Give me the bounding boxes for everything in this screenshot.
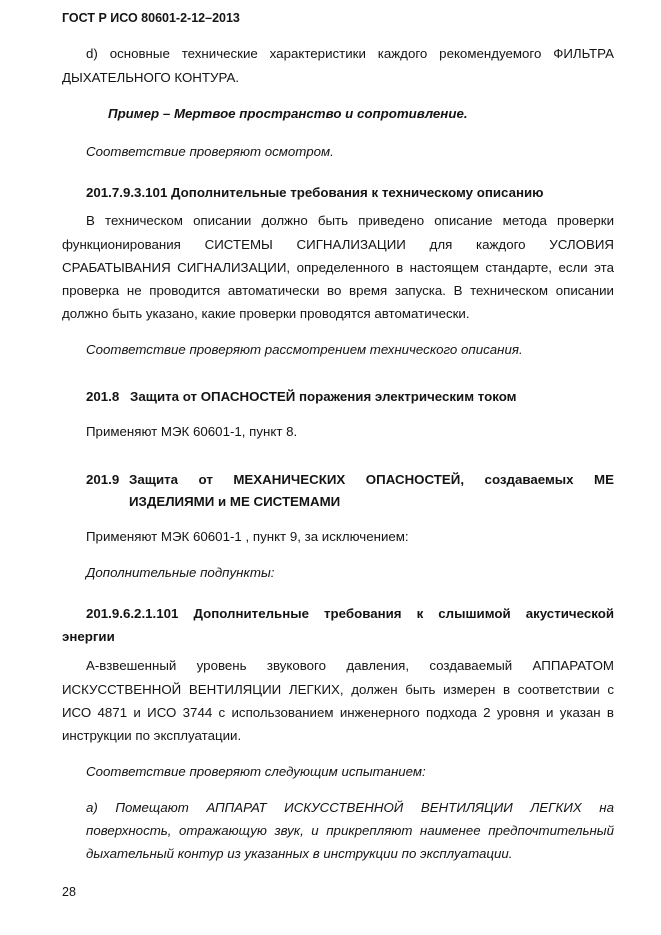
section-201-8-text: Применяют МЭК 60601-1, пункт 8. [86,424,298,439]
paragraph-line: должно быть указано, какие проверки проводятся автоматически. [62,306,470,321]
page-number: 28 [62,885,76,899]
example-note: Пример – Мертвое пространство и сопротивление. [108,106,468,121]
step-a-line-2: поверхность, отражающую звук, и прикрепляют наименее предпочтительный [86,823,614,838]
compliance-test: Соответствие проверяют следующим испытанием: [86,764,426,779]
heading-201-9-title-line-1: Защита от МЕХАНИЧЕСКИХ ОПАСНОСТЕЙ, создаваемых МЕ [129,472,614,487]
heading-201-7-9-3-101: 201.7.9.3.101 Дополнительные требования к техническому описанию [86,185,544,200]
section-201-9-text: Применяют МЭК 60601-1 , пункт 9, за исключением: [86,529,409,544]
paragraph-line: В техническом описании должно быть приведено описание метода проверки [86,213,614,228]
item-d-line-2: ДЫХАТЕЛЬНОГО КОНТУРА. [62,70,240,85]
heading-title: Защита от ОПАСНОСТЕЙ поражения электрическим током [130,389,517,404]
step-a-line-1: а) Помещают АППАРАТ ИСКУССТВЕННОЙ ВЕНТИЛЯЦИИ ЛЕГКИХ на [86,800,614,815]
paragraph-line: функционирования СИСТЕМЫ СИГНАЛИЗАЦИИ для каждого УСЛОВИЯ [62,237,614,252]
heading-201-9-title-line-2: ИЗДЕЛИЯМИ и МЕ СИСТЕМАМИ [129,494,341,509]
paragraph-line: A-взвешенный уровень звукового давления, создаваемый АППАРАТОМ [86,658,614,673]
item-d-line-1: d) основные технические характеристики каждого рекомендуемого ФИЛЬТРА [86,46,614,61]
paragraph-line: ИСО 4871 и ИСО 3744 с использованием инженерного подхода 2 уровня и указан в [62,705,614,720]
heading-number: 201.8 [86,389,120,404]
compliance-inspection: Соответствие проверяют осмотром. [86,144,334,159]
paragraph-line: проверка не проводится автоматически во время запуска. В техническом описании [62,283,614,298]
compliance-technical-description: Соответствие проверяют рассмотрением технического описания. [86,342,523,357]
paragraph-line: инструкции по эксплуатации. [62,728,242,743]
heading-201-9-6-2-1-101-line-1: 201.9.6.2.1.101 Дополнительные требования к слышимой акустической [86,606,614,621]
additional-subclauses: Дополнительные подпункты: [86,565,275,580]
paragraph-line: СРАБАТЫВАНИЯ СИГНАЛИЗАЦИИ, определенного в настоящем стандарте, если эта [62,260,614,275]
heading-201-9-6-2-1-101-line-2: энергии [62,629,115,644]
document-code-header: ГОСТ Р ИСО 80601-2-12–2013 [62,11,240,25]
step-a-line-3: дыхательный контур из указанных в инструкции по эксплуатации. [86,846,513,861]
heading-201-9-number: 201.9 [86,472,120,487]
paragraph-line: ИСКУССТВЕННОЙ ВЕНТИЛЯЦИИ ЛЕГКИХ, должен быть измерен в соответствии с [62,682,614,697]
heading-201-8 [86,388,614,405]
